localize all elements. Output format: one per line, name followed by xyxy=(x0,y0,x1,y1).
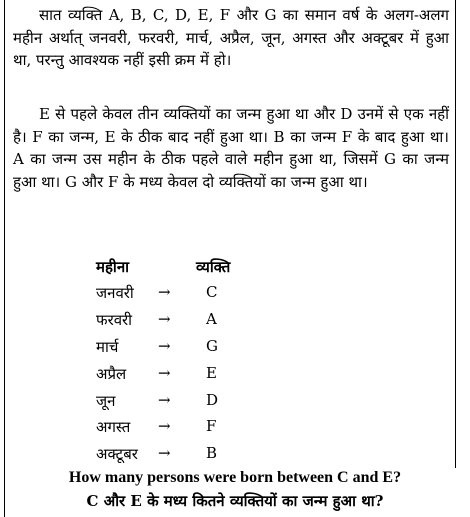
month-cell: जून xyxy=(96,392,116,410)
month-cell: मार्च xyxy=(96,338,119,356)
person-cell: G xyxy=(206,337,218,355)
arrow-icon: → xyxy=(158,444,171,462)
person-cell: A xyxy=(206,310,217,328)
month-cell: अक्टूबर xyxy=(96,445,138,463)
month-cell: फरवरी xyxy=(96,311,133,329)
month-cell: जनवरी xyxy=(96,284,134,302)
person-cell: D xyxy=(206,391,219,409)
arrow-icon: → xyxy=(158,364,171,382)
month-cell: अप्रैल xyxy=(96,365,127,383)
person-cell: C xyxy=(206,283,218,301)
left-border xyxy=(4,0,5,517)
month-cell: अगस्त xyxy=(96,418,131,436)
person-cell: F xyxy=(206,417,217,435)
puzzle-paragraph-1: सात व्यक्ति A, B, C, D, E, F और G का समान वर्ष के अलग-अलग महीन अर्थात् जनवरी, फरवरी, मार्च, अप्रैल, जून, अगस्त और अक्टूबर में हुआ था, परन्तु आवश्यक नहीं इसी क्रम में हो। xyxy=(13,6,449,69)
person-cell: E xyxy=(206,364,217,382)
person-cell: B xyxy=(206,444,218,462)
header-person: व्यक्ति xyxy=(196,258,231,276)
question-hindi: C और E के मध्य कितने व्यक्तियों का जन्म हुआ था? xyxy=(86,492,384,510)
arrow-icon: → xyxy=(158,283,171,301)
arrow-icon: → xyxy=(158,310,171,328)
arrow-icon: → xyxy=(158,337,171,355)
arrow-icon: → xyxy=(158,391,171,409)
right-border xyxy=(455,0,456,468)
arrow-icon: → xyxy=(158,417,171,435)
question-english: How many persons were born between C and E? xyxy=(68,469,402,486)
header-month: महीना xyxy=(96,258,130,276)
puzzle-paragraph-2: E से पहले केवल तीन व्यक्तियों का जन्म हुआ था और D उनमें से एक नहीं है। F का जन्म, E के ठीक बाद नहीं हुआ था। B का जन्म F के बाद हुआ था। A का जन्म उस महीन के ठीक पहले वाले महीन हुआ था, जिसमें G का जन्म हुआ था। G और F के मध्य केवल दो व्यक्तियों का जन्म हुआ था। xyxy=(13,105,449,191)
